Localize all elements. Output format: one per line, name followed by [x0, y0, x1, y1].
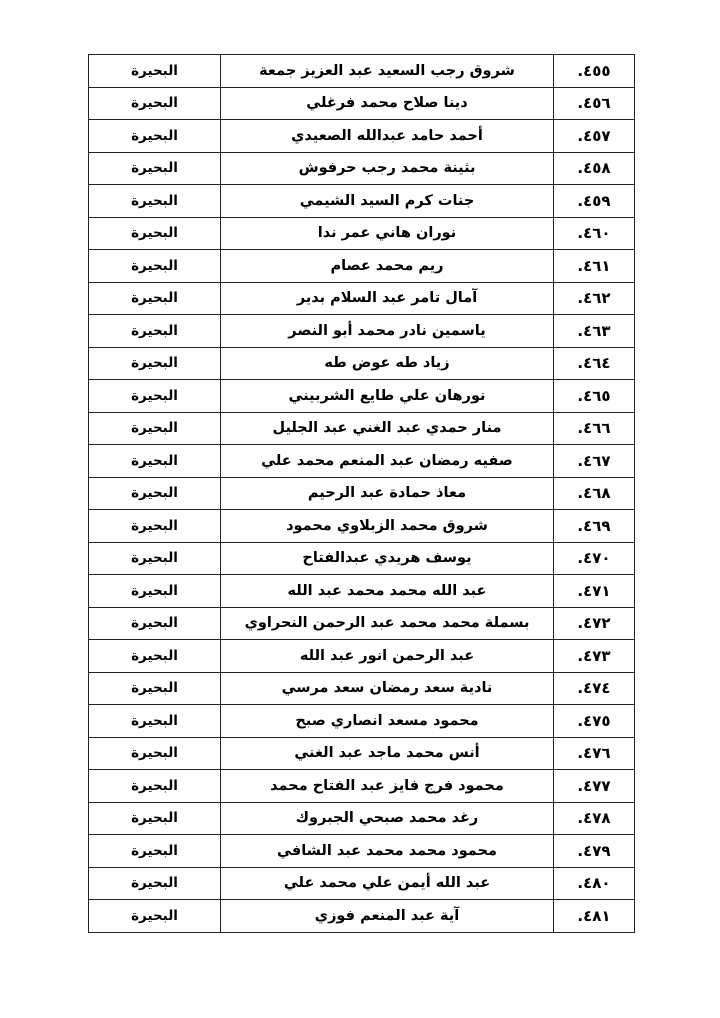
row-number-cell: ٤٦٧. [554, 445, 635, 478]
governorate-cell: البحيرة [89, 347, 221, 380]
person-name-cell: منار حمدي عبد الغني عبد الجليل [221, 412, 554, 445]
person-name-cell: زياد طه عوض طه [221, 347, 554, 380]
governorate-cell: البحيرة [89, 542, 221, 575]
governorate-cell: البحيرة [89, 412, 221, 445]
row-number-cell: ٤٦٠. [554, 217, 635, 250]
person-name-cell: معاذ حمادة عبد الرحيم [221, 477, 554, 510]
governorate-cell: البحيرة [89, 445, 221, 478]
table-row [89, 347, 635, 380]
row-number-cell: ٤٥٨. [554, 152, 635, 185]
governorate-cell: البحيرة [89, 607, 221, 640]
row-number-cell: ٤٧٨. [554, 802, 635, 835]
names-table [88, 54, 635, 933]
person-name-cell: محمود فرج فايز عبد الفتاح محمد [221, 770, 554, 803]
row-number-cell: ٤٨١. [554, 900, 635, 933]
row-number-cell: ٤٧٢. [554, 607, 635, 640]
table-row [89, 802, 635, 835]
governorate-cell: البحيرة [89, 900, 221, 933]
row-number-cell: ٤٧٠. [554, 542, 635, 575]
table-row [89, 315, 635, 348]
table-row [89, 120, 635, 153]
table-row [89, 250, 635, 283]
person-name-cell: دينا صلاح محمد فرغلي [221, 87, 554, 120]
row-number-cell: ٤٧١. [554, 575, 635, 608]
person-name-cell: محمود مسعد انصاري صبح [221, 705, 554, 738]
governorate-cell: البحيرة [89, 477, 221, 510]
governorate-cell: البحيرة [89, 640, 221, 673]
row-number-cell: ٤٧٧. [554, 770, 635, 803]
governorate-cell: البحيرة [89, 120, 221, 153]
person-name-cell: صفيه رمضان عبد المنعم محمد علي [221, 445, 554, 478]
table-row [89, 185, 635, 218]
table-row [89, 770, 635, 803]
row-number-cell: ٤٥٧. [554, 120, 635, 153]
table-row [89, 412, 635, 445]
row-number-cell: ٤٦١. [554, 250, 635, 283]
governorate-cell: البحيرة [89, 55, 221, 88]
row-number-cell: ٤٥٩. [554, 185, 635, 218]
table-row [89, 575, 635, 608]
person-name-cell: يوسف هريدي عبدالفتاح [221, 542, 554, 575]
row-number-cell: ٤٦٢. [554, 282, 635, 315]
governorate-cell: البحيرة [89, 867, 221, 900]
row-number-cell: ٤٦٨. [554, 477, 635, 510]
table-row [89, 380, 635, 413]
row-number-cell: ٤٧٣. [554, 640, 635, 673]
table-row [89, 900, 635, 933]
governorate-cell: البحيرة [89, 705, 221, 738]
row-number-cell: ٤٦٤. [554, 347, 635, 380]
governorate-cell: البحيرة [89, 770, 221, 803]
person-name-cell: عبد الله محمد محمد عبد الله [221, 575, 554, 608]
governorate-cell: البحيرة [89, 835, 221, 868]
person-name-cell: أنس محمد ماجد عبد الغني [221, 737, 554, 770]
table-row [89, 282, 635, 315]
row-number-cell: ٤٧٩. [554, 835, 635, 868]
person-name-cell: نادية سعد رمضان سعد مرسي [221, 672, 554, 705]
names-table-body [89, 55, 635, 933]
table-row [89, 55, 635, 88]
governorate-cell: البحيرة [89, 87, 221, 120]
person-name-cell: رغد محمد صبحي الجبروك [221, 802, 554, 835]
governorate-cell: البحيرة [89, 282, 221, 315]
governorate-cell: البحيرة [89, 575, 221, 608]
row-number-cell: ٤٧٤. [554, 672, 635, 705]
row-number-cell: ٤٥٥. [554, 55, 635, 88]
row-number-cell: ٤٧٥. [554, 705, 635, 738]
table-row [89, 705, 635, 738]
governorate-cell: البحيرة [89, 152, 221, 185]
person-name-cell: شروق محمد الزبلاوي محمود [221, 510, 554, 543]
governorate-cell: البحيرة [89, 802, 221, 835]
row-number-cell: ٤٥٦. [554, 87, 635, 120]
table-row [89, 510, 635, 543]
person-name-cell: عبد الله أيمن علي محمد علي [221, 867, 554, 900]
governorate-cell: البحيرة [89, 315, 221, 348]
governorate-cell: البحيرة [89, 510, 221, 543]
table-row [89, 672, 635, 705]
table-row [89, 542, 635, 575]
table-row [89, 867, 635, 900]
person-name-cell: جنات كرم السيد الشيمي [221, 185, 554, 218]
person-name-cell: نورهان علي طايع الشربيني [221, 380, 554, 413]
table-row [89, 152, 635, 185]
table-row [89, 835, 635, 868]
person-name-cell: ياسمين نادر محمد أبو النصر [221, 315, 554, 348]
table-row [89, 445, 635, 478]
person-name-cell: بسملة محمد محمد عبد الرحمن النحراوي [221, 607, 554, 640]
table-row [89, 640, 635, 673]
table-row [89, 477, 635, 510]
governorate-cell: البحيرة [89, 185, 221, 218]
row-number-cell: ٤٨٠. [554, 867, 635, 900]
governorate-cell: البحيرة [89, 672, 221, 705]
person-name-cell: أحمد حامد عبدالله الصعيدي [221, 120, 554, 153]
person-name-cell: بثينة محمد رجب حرفوش [221, 152, 554, 185]
row-number-cell: ٤٦٣. [554, 315, 635, 348]
governorate-cell: البحيرة [89, 250, 221, 283]
table-row [89, 737, 635, 770]
row-number-cell: ٤٦٦. [554, 412, 635, 445]
table-row [89, 87, 635, 120]
person-name-cell: آمال تامر عبد السلام بدير [221, 282, 554, 315]
governorate-cell: البحيرة [89, 737, 221, 770]
person-name-cell: محمود محمد محمد عبد الشافي [221, 835, 554, 868]
row-number-cell: ٤٧٦. [554, 737, 635, 770]
person-name-cell: نوران هاني عمر ندا [221, 217, 554, 250]
person-name-cell: شروق رجب السعيد عبد العزيز جمعة [221, 55, 554, 88]
row-number-cell: ٤٦٩. [554, 510, 635, 543]
person-name-cell: ريم محمد عصام [221, 250, 554, 283]
governorate-cell: البحيرة [89, 217, 221, 250]
table-row [89, 607, 635, 640]
row-number-cell: ٤٦٥. [554, 380, 635, 413]
person-name-cell: آية عبد المنعم فوزي [221, 900, 554, 933]
governorate-cell: البحيرة [89, 380, 221, 413]
person-name-cell: عبد الرحمن انور عبد الله [221, 640, 554, 673]
table-row [89, 217, 635, 250]
